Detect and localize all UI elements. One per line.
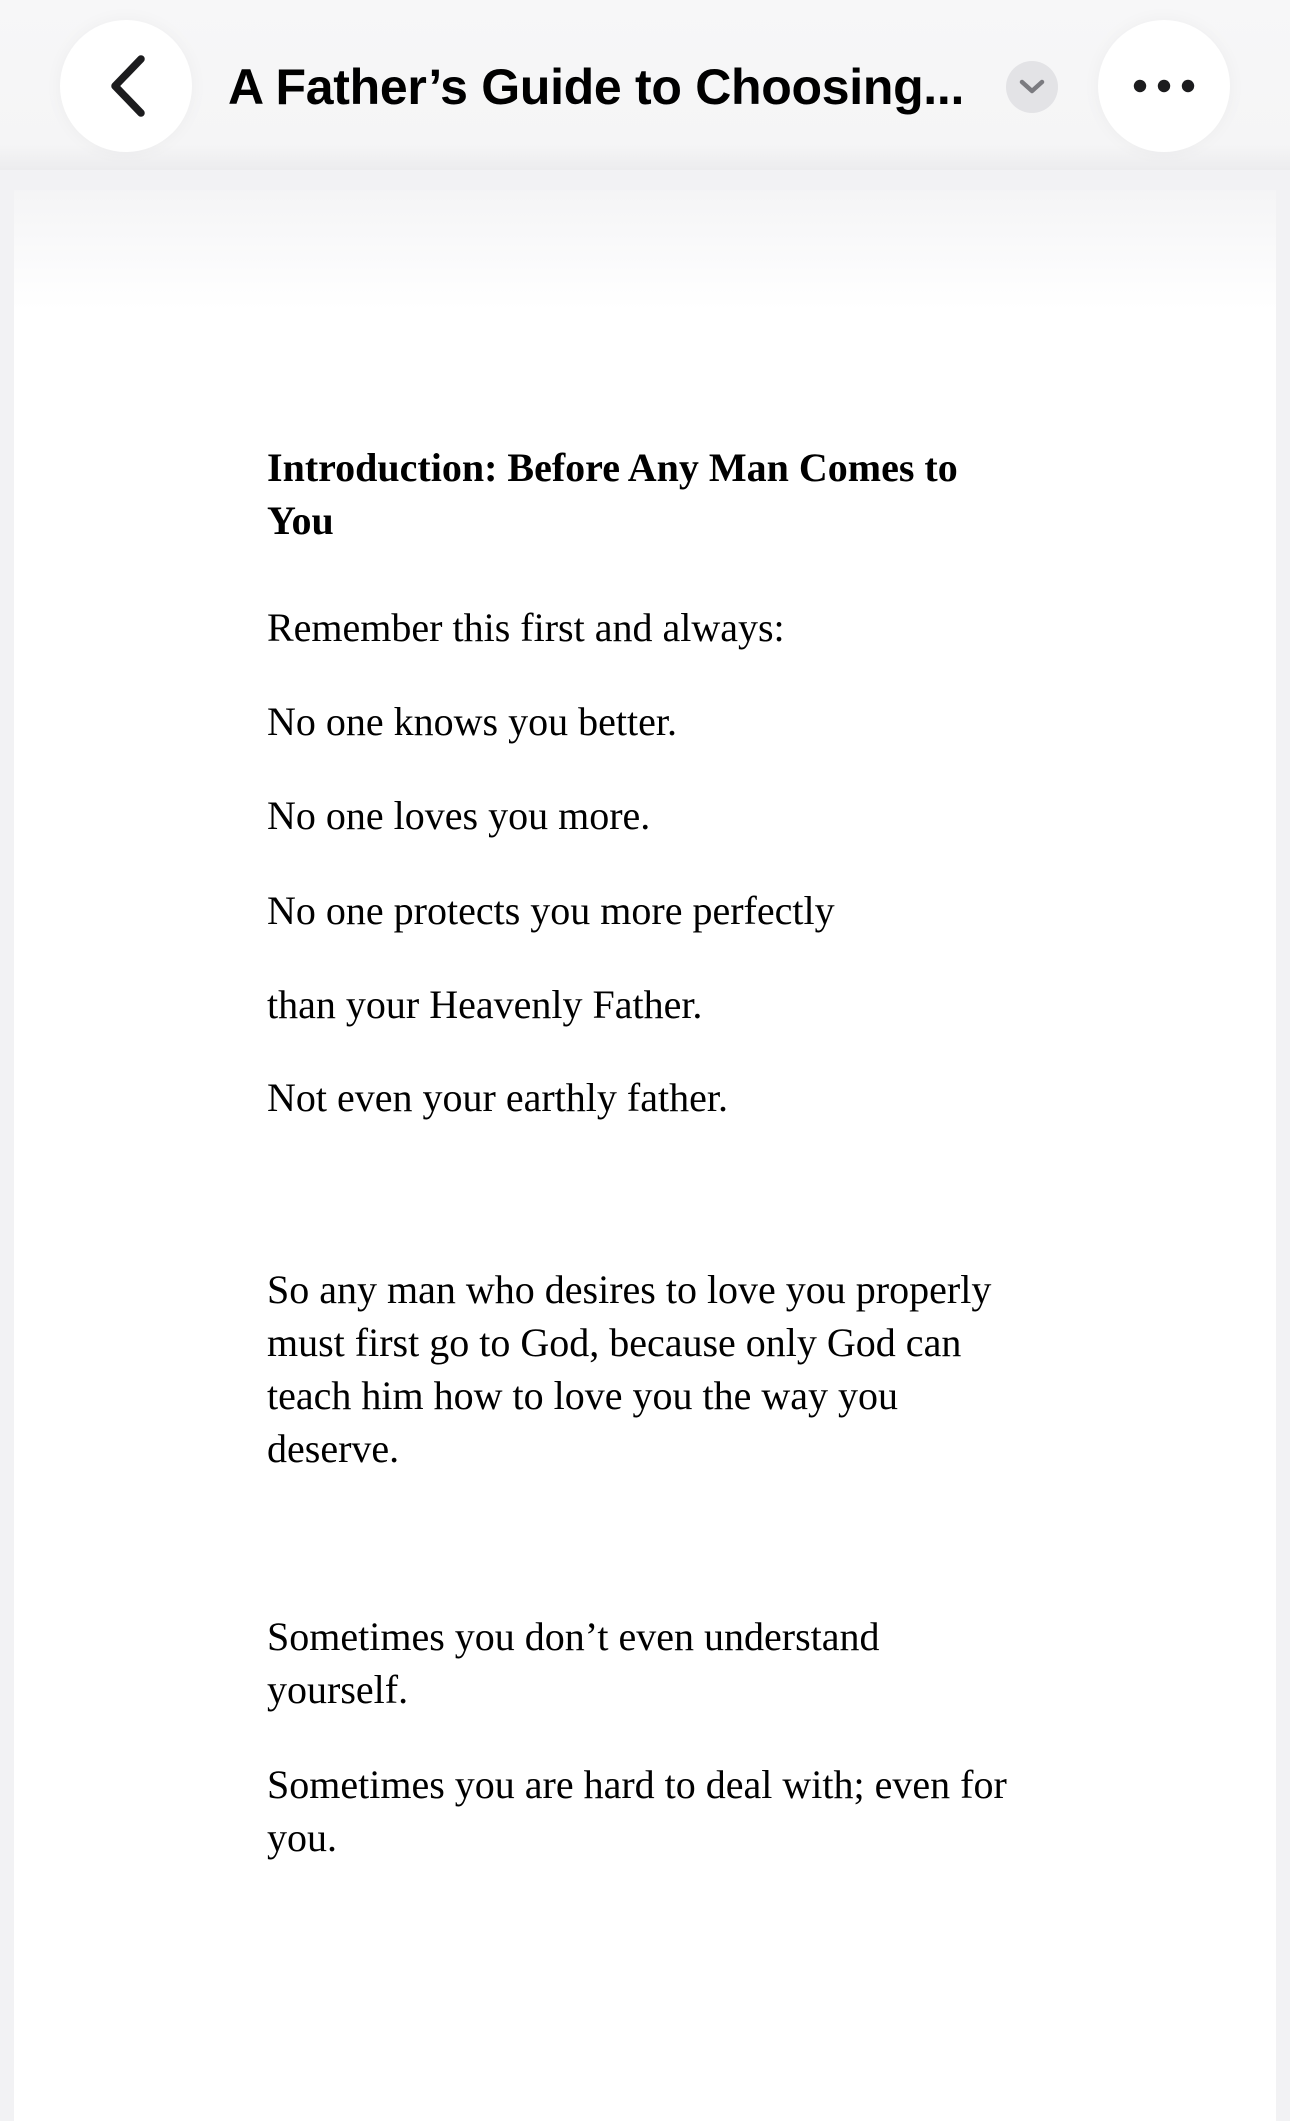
paragraph: No one knows you better. <box>267 699 677 744</box>
back-button[interactable] <box>60 20 192 152</box>
title-menu-button[interactable] <box>1006 61 1058 113</box>
paragraph: So any man who desires to love you properly must first go to God, because only God can teach him how to love you the way you deserve. <box>267 1267 992 1471</box>
paragraph: Sometimes you don’t even understand yourself. <box>267 1614 880 1712</box>
paragraph: No one protects you more perfectly <box>267 888 835 933</box>
page-top-shadow <box>14 190 1276 310</box>
document-title[interactable]: A Father’s Guide to Choosing... <box>228 59 965 115</box>
section-heading: Introduction: Before Any Man Comes to You <box>267 445 958 543</box>
paragraph: Sometimes you are hard to deal with; even for you. <box>267 1762 1007 1860</box>
paragraph: than your Heavenly Father. <box>267 982 703 1027</box>
paragraph: Remember this first and always: <box>267 605 785 650</box>
more-options-button[interactable] <box>1098 20 1230 152</box>
paragraph: Not even your earthly father. <box>267 1075 728 1120</box>
paragraph: No one loves you more. <box>267 793 651 838</box>
chevron-down-icon <box>1017 77 1047 97</box>
ellipsis-icon <box>1132 78 1196 94</box>
chevron-left-icon <box>101 51 151 121</box>
